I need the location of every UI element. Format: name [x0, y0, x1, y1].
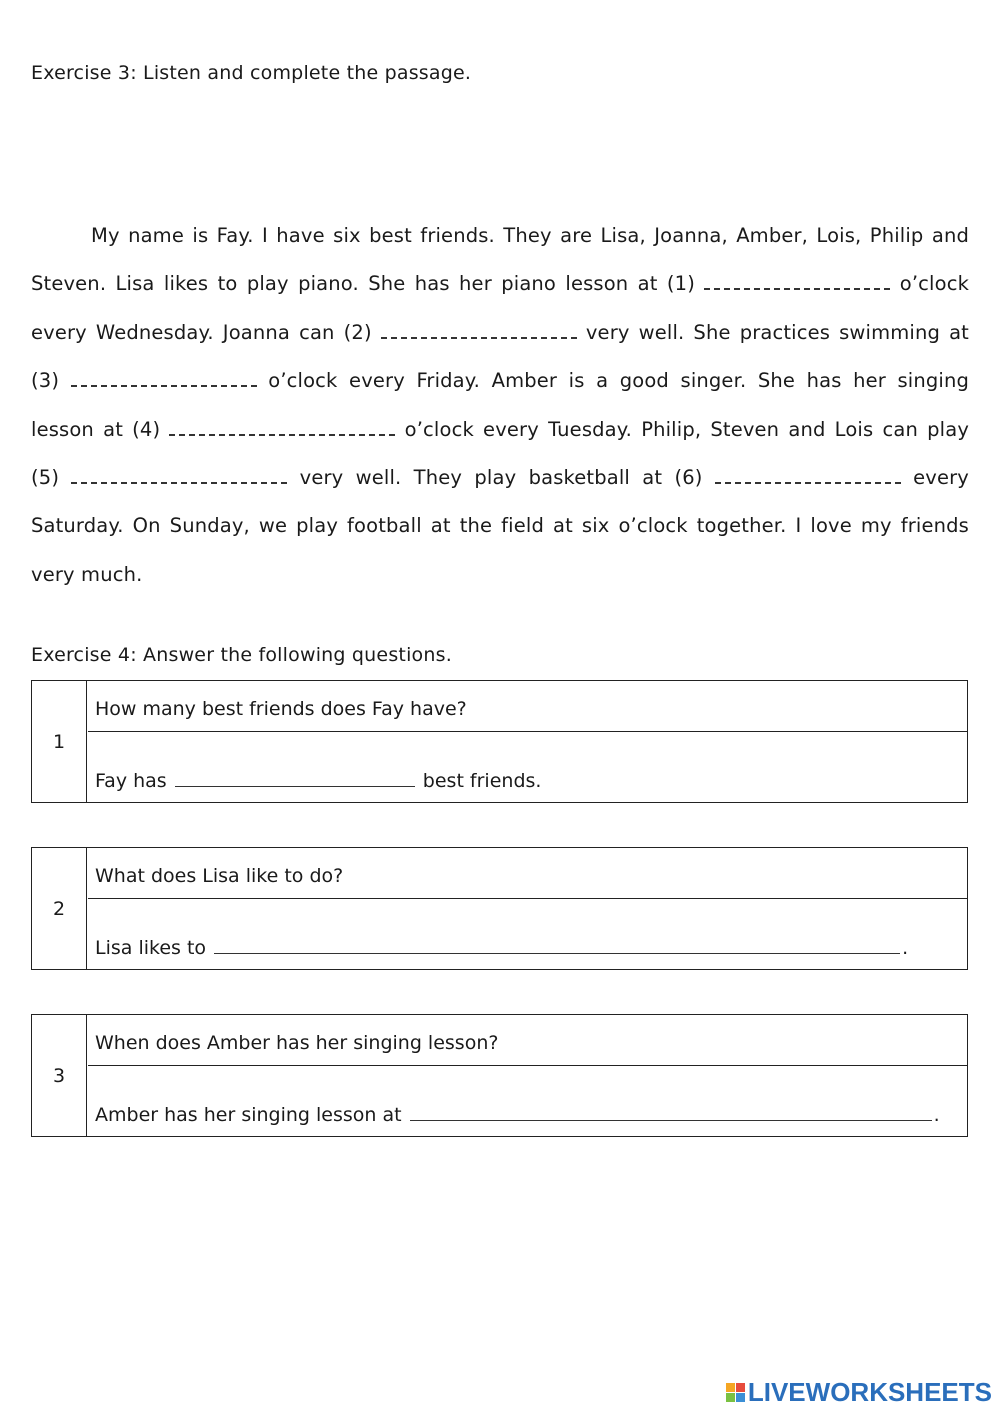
- passage-text-1: My name is Fay. I have six best friends. They are Lisa, Joanna, Amber, Lois, Philip and Steven. Lisa likes to play piano. She has her piano lesson at (1): [31, 224, 969, 296]
- question-text: How many best friends does Fay have?: [88, 681, 967, 732]
- answer-prefix: Amber has her singing lesson at: [95, 1104, 402, 1126]
- exercise-4-title: Exercise 4: Answer the following questions.: [31, 644, 452, 666]
- logo-tile-orange: [726, 1383, 735, 1392]
- question-table-2: [31, 847, 968, 970]
- logo-tiles-icon: [726, 1383, 745, 1402]
- passage: [31, 212, 969, 599]
- passage-text-5: o’clock every Tuesday. Philip, Steven and Lois can play (5): [31, 417, 970, 490]
- answer-row: [88, 899, 967, 969]
- brand-name: LIVEWORKSHEETS: [747, 1377, 992, 1407]
- answer-suffix: .: [902, 937, 909, 959]
- blank-5[interactable]: [71, 468, 287, 484]
- answer-blank[interactable]: [214, 939, 900, 954]
- question-number: 1: [32, 681, 87, 802]
- passage-text-6: very well. They play basketball at (6): [299, 466, 703, 490]
- blank-3[interactable]: [71, 371, 257, 387]
- blank-2[interactable]: [381, 323, 577, 339]
- answer-blank[interactable]: [410, 1106, 932, 1121]
- answer-prefix: Lisa likes to: [95, 937, 207, 959]
- answer-row: [88, 1066, 967, 1136]
- exercise-3-title: Exercise 3: Listen and complete the passage.: [31, 62, 472, 84]
- passage-text-7: every Saturday. On Sunday, we play football at the field at six o’clock together. I love my friends very much.: [31, 466, 969, 586]
- answer-suffix: .: [933, 1104, 940, 1126]
- blank-6[interactable]: [715, 468, 901, 484]
- answer-blank[interactable]: [175, 772, 415, 787]
- passage-text-2: o’clock every Wednesday. Joanna can (2): [31, 272, 970, 344]
- passage-text-4: o’clock every Friday. Amber is a good singer. She has her singing lesson at (4): [31, 369, 970, 441]
- answer-row: [88, 732, 967, 802]
- blank-1[interactable]: [704, 274, 890, 290]
- question-number: 3: [32, 1015, 87, 1136]
- answer-prefix: Fay has: [95, 770, 167, 792]
- passage-text-3: very well. She practices swimming at (3): [31, 320, 969, 393]
- question-table-3: [31, 1014, 968, 1137]
- answer-suffix: best friends.: [422, 770, 542, 792]
- question-text: What does Lisa like to do?: [88, 848, 967, 899]
- question-table-1: [31, 680, 968, 803]
- question-text: When does Amber has her singing lesson?: [88, 1015, 967, 1066]
- logo-tile-green: [726, 1393, 735, 1402]
- logo-tile-red: [736, 1383, 745, 1392]
- blank-4[interactable]: [169, 420, 395, 436]
- question-number: 2: [32, 848, 87, 969]
- logo-tile-blue: [736, 1393, 745, 1402]
- liveworksheets-logo: [726, 1377, 992, 1408]
